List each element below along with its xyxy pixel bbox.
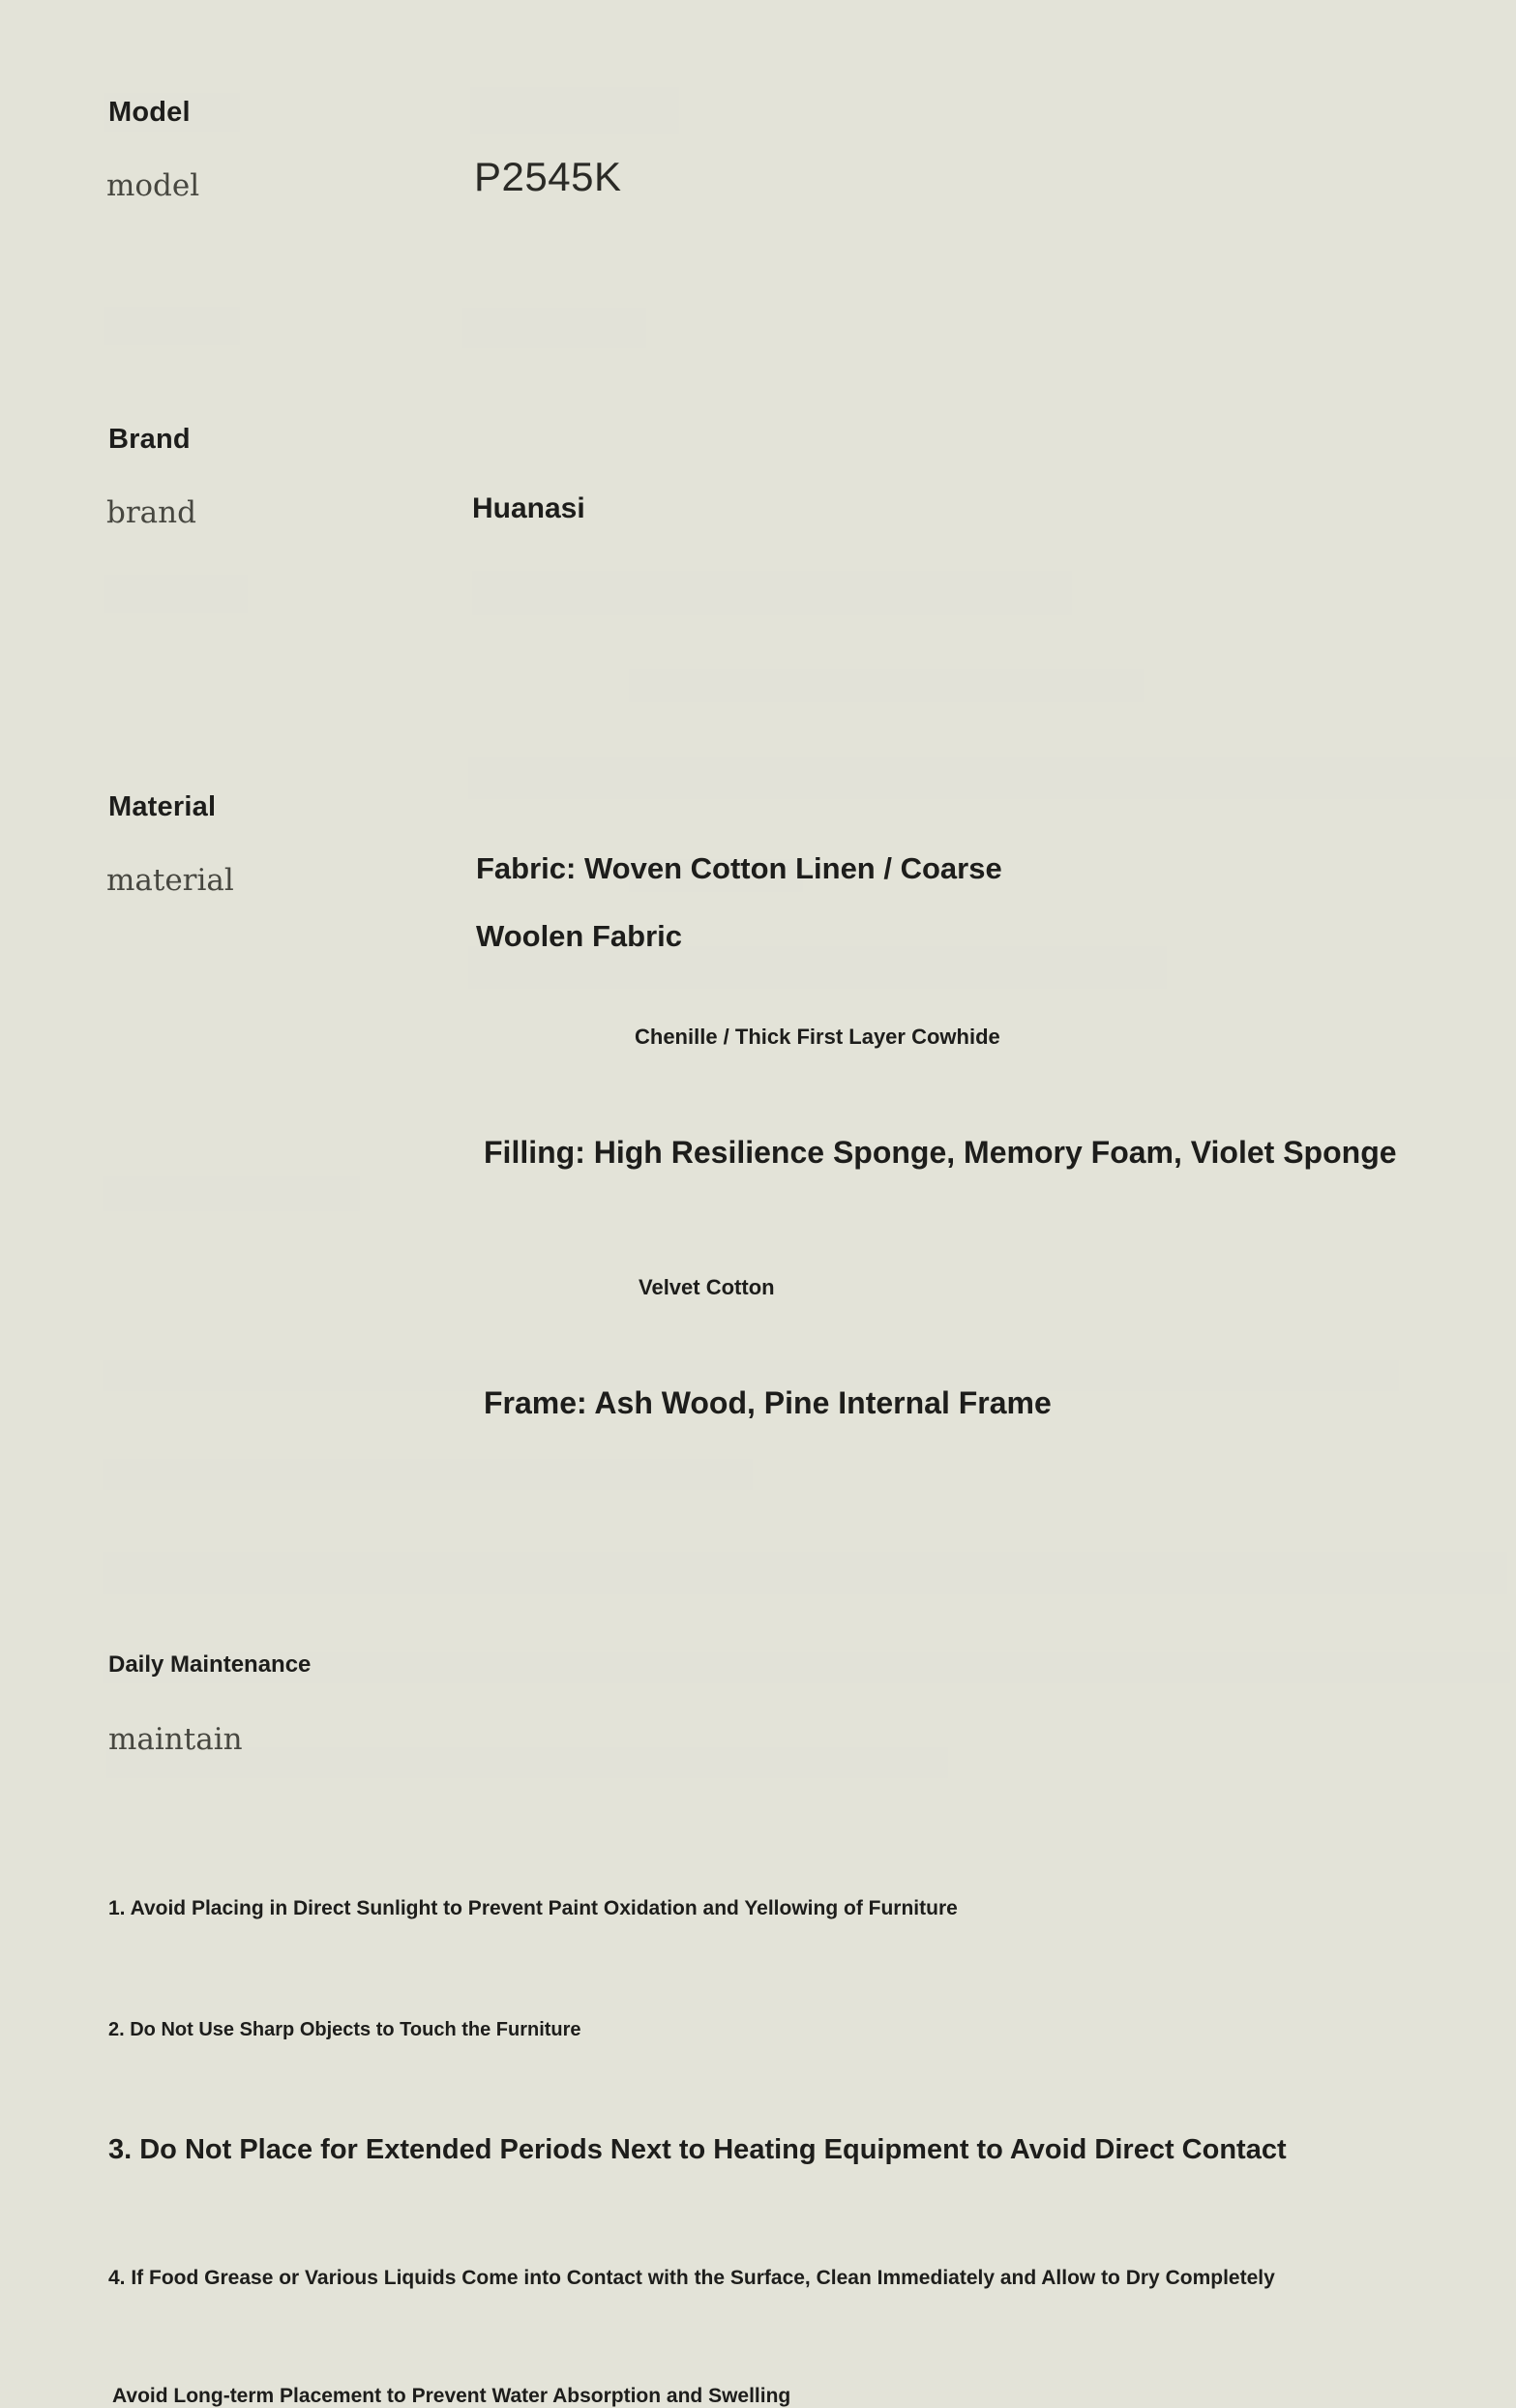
spec-value-material-frame: Frame: Ash Wood, Pine Internal Frame — [484, 1384, 1052, 1420]
spec-value-material-fabric-line1: Fabric: Woven Cotton Linen / Coarse — [476, 850, 1002, 885]
spec-label-model-secondary: model — [106, 168, 200, 204]
highlight-block — [472, 571, 1072, 615]
spec-label-material: Material — [108, 790, 217, 822]
spec-label-daily-maintenance-secondary: maintain — [108, 1721, 243, 1757]
highlight-block — [103, 1176, 360, 1211]
maintenance-item-2: 2. Do Not Use Sharp Objects to Touch the Furniture — [108, 2018, 581, 2040]
spec-label-daily-maintenance: Daily Maintenance — [108, 1650, 312, 1678]
spec-value-material-velvet-cotton: Velvet Cotton — [639, 1274, 775, 1299]
spec-value-model: P2545K — [474, 153, 622, 199]
spec-value-material-fabric-line2: Woolen Fabric — [476, 918, 683, 953]
highlight-block — [103, 1459, 753, 1490]
maintenance-item-1: 1. Avoid Placing in Direct Sunlight to Prevent Paint Oxidation and Yellowing of Furniture — [108, 1896, 958, 1919]
maintenance-item-4: 4. If Food Grease or Various Liquids Come into Contact with the Surface, Clean Immediately and Allow to Dry Completely — [108, 2266, 1275, 2289]
spec-value-material-chenille: Chenille / Thick First Layer Cowhide — [635, 1024, 1000, 1049]
highlight-block — [462, 308, 646, 348]
spec-label-brand: Brand — [108, 423, 191, 455]
highlight-block — [104, 307, 240, 345]
maintenance-item-3: 3. Do Not Place for Extended Periods Next to Heating Equipment to Avoid Direct Contact — [108, 2133, 1287, 2165]
highlight-block — [629, 669, 1144, 702]
spec-value-material-filling: Filling: High Resilience Sponge, Memory Foam, Violet Sponge — [484, 1134, 1397, 1170]
highlight-block — [104, 575, 248, 613]
spec-label-model: Model — [108, 97, 191, 128]
spec-label-material-secondary: material — [106, 863, 234, 899]
spec-value-brand: Huanasi — [472, 491, 585, 524]
highlight-block — [103, 1552, 1507, 1594]
spec-label-brand-secondary: brand — [106, 495, 196, 531]
maintenance-item-5: Avoid Long-term Placement to Prevent Water Absorption and Swelling — [112, 2384, 791, 2407]
